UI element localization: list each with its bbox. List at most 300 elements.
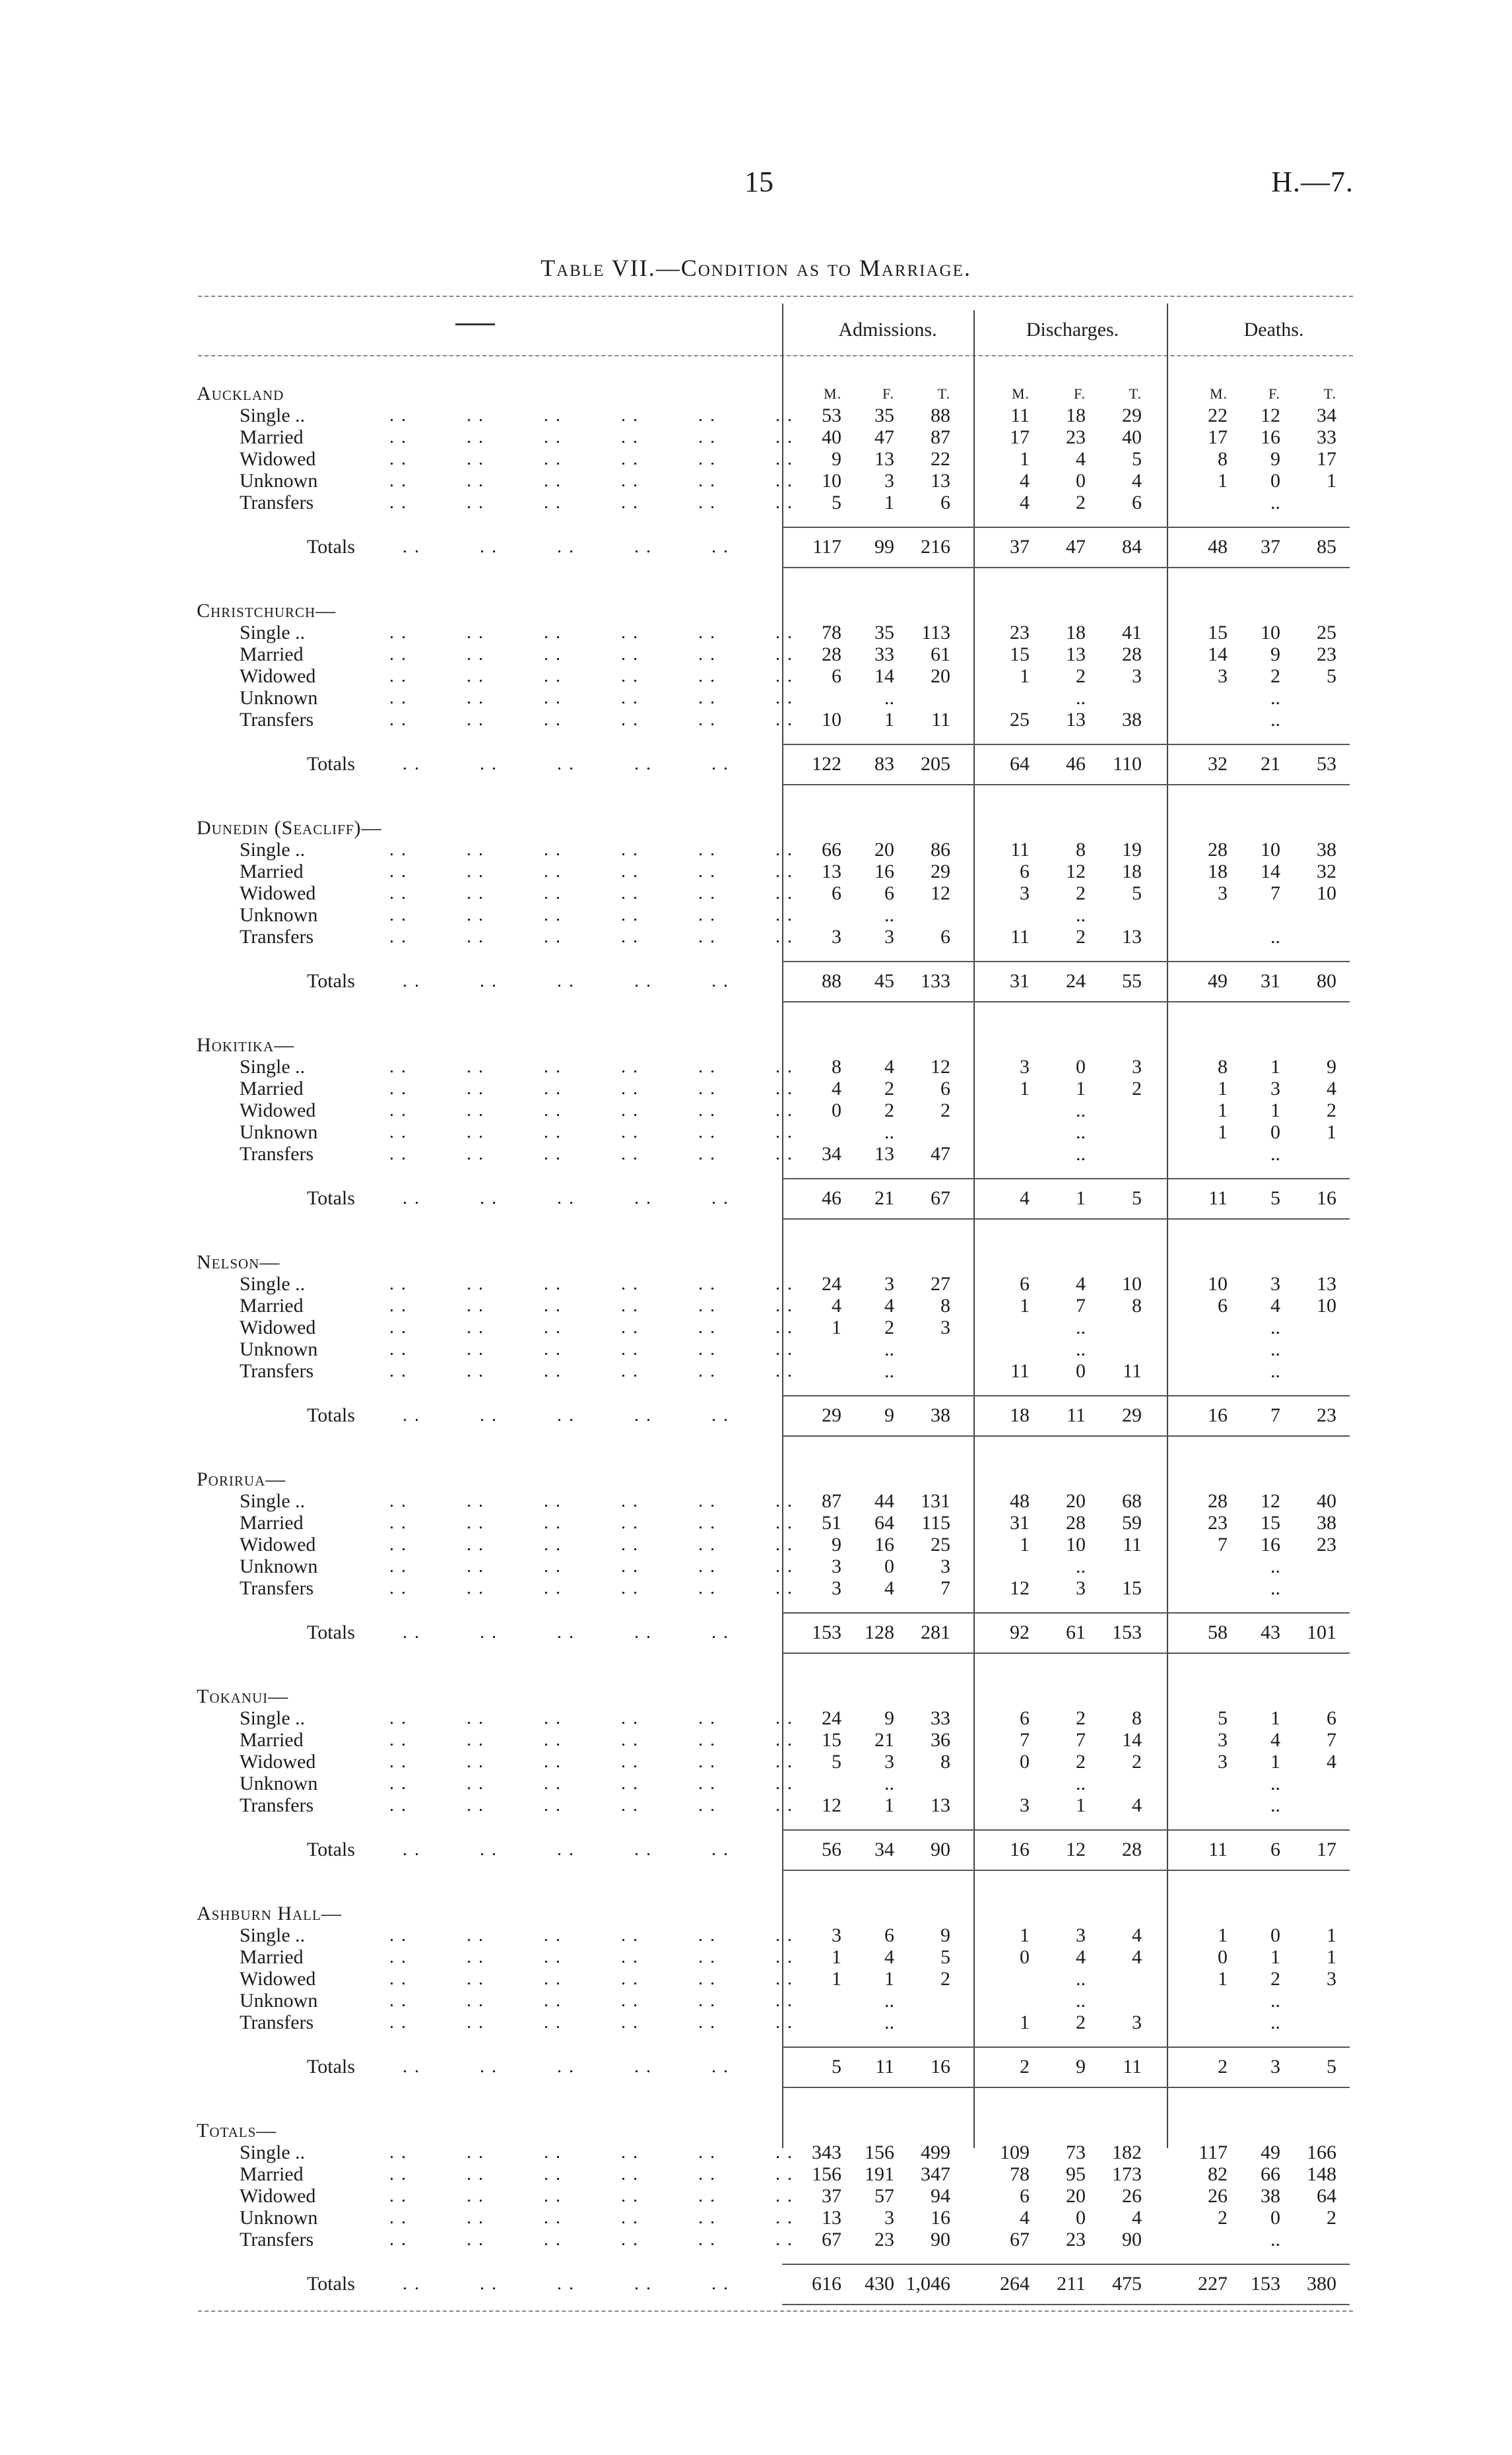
row-label: Unknown (240, 1555, 318, 1577)
value-cell: 1 (1218, 1924, 1228, 1946)
value-cell: 3 (1327, 1968, 1336, 1990)
value-cell: 68 (1122, 1490, 1142, 1512)
value-cell: 4 (1132, 470, 1142, 492)
value-cell: 1 (832, 1946, 841, 1968)
value-cell: 11 (1123, 1534, 1142, 1555)
value-cell: 216 (921, 536, 950, 558)
row-label: Transfers (240, 709, 314, 731)
value-cell: 47 (931, 1143, 950, 1165)
value-cell: 15 (1010, 643, 1030, 665)
value-cell: 2 (1132, 1751, 1142, 1773)
value-cell: 37 (822, 2185, 841, 2207)
leader-dots: . . . . . . . . . . . . (389, 1925, 793, 1946)
value-cell: 4 (1076, 1946, 1086, 1968)
value-cell: 33 (931, 1707, 950, 1729)
row-label: Widowed (240, 2185, 316, 2207)
row-label: Single .. (240, 1273, 306, 1295)
value-cell: 18 (1010, 1404, 1030, 1426)
row-label: Married (240, 1512, 304, 1534)
value-cell: 8 (1218, 1056, 1228, 1078)
value-cell: 14 (1208, 643, 1228, 665)
row-label: Married (240, 1946, 304, 1968)
value-cell: 0 (1270, 1924, 1280, 1946)
value-cell: 3 (1270, 1078, 1280, 1099)
table-row (0, 622, 1512, 643)
value-cell: 28 (1208, 1490, 1228, 1512)
value-cell: 29 (931, 861, 950, 882)
region-heading-row (0, 2120, 1512, 2142)
value-cell: 3 (884, 2207, 894, 2229)
value-cell: .. (1270, 1990, 1280, 2012)
value-cell: 11 (1123, 1360, 1142, 1382)
totals-label: Totals (307, 1839, 355, 1860)
value-cell: 32 (1208, 753, 1228, 775)
value-cell: 18 (1066, 622, 1086, 643)
value-cell: .. (1270, 2012, 1280, 2033)
value-cell: 37 (1261, 536, 1280, 558)
value-cell: 0 (1076, 2207, 1086, 2229)
value-cell: 83 (874, 753, 894, 775)
leader-dots: . . . . . . . . . . . . (389, 2208, 793, 2228)
value-cell: 38 (931, 1404, 950, 1426)
value-cell: 58 (1208, 1621, 1228, 1643)
table-row (0, 492, 1512, 513)
leader-dots: . . . . . . . . . . . . (389, 861, 793, 882)
table-row (0, 904, 1512, 926)
leader-dots: . . . . . . . . . . . . (389, 1708, 793, 1728)
value-cell: 24 (1066, 970, 1086, 992)
row-label: Transfers (240, 2012, 314, 2033)
value-cell: .. (884, 1360, 894, 1382)
value-cell: 11 (1010, 839, 1030, 861)
totals-label: Totals (307, 2056, 355, 2078)
totals-rule (782, 1178, 1350, 1179)
leader-dots: . . . . . . . . . . . . (389, 1730, 793, 1750)
row-label: Transfers (240, 2229, 314, 2250)
table-row (0, 470, 1512, 492)
leader-dots: . . . . . . . . . . (403, 1839, 729, 1860)
totals-rule (782, 527, 1350, 528)
value-cell: 16 (931, 2056, 950, 2078)
value-cell: 1 (1020, 1295, 1030, 1317)
value-cell: 2 (1020, 2056, 1030, 2078)
table-row (0, 405, 1512, 426)
value-cell: 11 (1010, 1360, 1030, 1382)
table-row (0, 1490, 1512, 1512)
leader-dots: . . . . . . . . . . . . (389, 1990, 793, 2011)
region-name: Auckland (197, 383, 284, 405)
section-end-rule (782, 1653, 1350, 1654)
value-cell: 10 (822, 709, 841, 731)
value-cell: 4 (1132, 1924, 1142, 1946)
value-cell: 20 (1066, 2185, 1086, 2207)
table-row (0, 2207, 1512, 2229)
value-cell: .. (1076, 904, 1086, 926)
value-cell: 1 (1270, 1056, 1280, 1078)
value-cell: 1 (1020, 2012, 1030, 2033)
table-row (0, 1707, 1512, 1729)
value-cell: 0 (1270, 470, 1280, 492)
value-cell: 347 (921, 2163, 950, 2185)
row-label: Single .. (240, 622, 306, 643)
value-cell: 10 (1261, 839, 1280, 861)
column-subheader: M. (1209, 385, 1228, 402)
value-cell: 25 (1010, 709, 1030, 731)
table-row (0, 1773, 1512, 1794)
value-cell: 51 (822, 1512, 841, 1534)
value-cell: 11 (1067, 1404, 1086, 1426)
column-subheader: T. (937, 385, 950, 402)
table-row (0, 1338, 1512, 1360)
value-cell: 6 (1270, 1839, 1280, 1860)
row-label: Married (240, 1729, 304, 1751)
region-name: Christchurch— (197, 600, 337, 622)
table-row (0, 1577, 1512, 1599)
leader-dots: . . . . . . . . . . . . (389, 2229, 793, 2250)
value-cell: 4 (884, 1577, 894, 1599)
value-cell: 16 (874, 1534, 894, 1555)
leader-dots: . . . . . . . . . . . . (389, 1795, 793, 1816)
leader-dots: . . . . . . . . . . . . (389, 1578, 793, 1598)
section-end-rule (782, 1435, 1350, 1437)
value-cell: 9 (940, 1924, 950, 1946)
value-cell: 205 (921, 753, 950, 775)
leader-dots: . . . . . . . . . . (403, 537, 729, 557)
value-cell: 38 (1122, 709, 1142, 731)
section-end-rule (782, 567, 1350, 568)
value-cell: 43 (1261, 1621, 1280, 1643)
value-cell: 5 (1270, 1187, 1280, 1209)
value-cell: 4 (1020, 2207, 1030, 2229)
value-cell: 0 (832, 1099, 841, 1121)
region-name: Totals— (197, 2120, 277, 2142)
table-row (0, 1946, 1512, 1968)
value-cell: 17 (1208, 426, 1228, 448)
value-cell: 5 (1327, 665, 1336, 687)
row-label: Single .. (240, 1924, 306, 1946)
table-row (0, 1360, 1512, 1382)
value-cell: .. (1076, 1317, 1086, 1338)
value-cell: 1 (1218, 1968, 1228, 1990)
value-cell: 59 (1122, 1512, 1142, 1534)
value-cell: 14 (874, 665, 894, 687)
table-row (0, 1121, 1512, 1143)
value-cell: 3 (832, 926, 841, 948)
leader-dots: . . . . . . . . . . . . (389, 1773, 793, 1794)
value-cell: 0 (1076, 470, 1086, 492)
value-cell: 173 (1112, 2163, 1142, 2185)
value-cell: 33 (1317, 426, 1336, 448)
value-cell: 34 (822, 1143, 841, 1165)
value-cell: 5 (832, 2056, 841, 2078)
row-label: Unknown (240, 1773, 318, 1794)
leader-dots: . . . . . . . . . . . . (389, 1317, 793, 1338)
value-cell: 5 (1132, 448, 1142, 470)
value-cell: 10 (1208, 1273, 1228, 1295)
value-cell: 7 (1270, 1404, 1280, 1426)
value-cell: 11 (1123, 2056, 1142, 2078)
value-cell: 2 (1218, 2056, 1228, 2078)
value-cell: 182 (1112, 2142, 1142, 2163)
value-cell: .. (1270, 2229, 1280, 2250)
totals-row (0, 2056, 1512, 2078)
row-label: Unknown (240, 470, 318, 492)
row-label: Unknown (240, 1338, 318, 1360)
value-cell: 3 (884, 1273, 894, 1295)
value-cell: 3 (1020, 1794, 1030, 1816)
value-cell: 1 (1020, 1924, 1030, 1946)
value-cell: 131 (921, 1490, 950, 1512)
value-cell: 4 (832, 1078, 841, 1099)
region-heading-row (0, 1903, 1512, 1924)
value-cell: 15 (1261, 1512, 1280, 1534)
value-cell: 6 (1218, 1295, 1228, 1317)
value-cell: 3 (832, 1924, 841, 1946)
value-cell: 4 (1327, 1751, 1336, 1773)
value-cell: 2 (940, 1099, 950, 1121)
value-cell: 34 (874, 1839, 894, 1860)
value-cell: .. (1076, 1773, 1086, 1794)
totals-label: Totals (307, 2273, 355, 2295)
value-cell: 3 (832, 1555, 841, 1577)
value-cell: 6 (1132, 492, 1142, 513)
region-name: Ashburn Hall— (197, 1903, 342, 1924)
value-cell: 19 (1122, 839, 1142, 861)
leader-dots: . . . . . . . . . . . . (389, 1947, 793, 1967)
value-cell: 25 (1317, 622, 1336, 643)
leader-dots: . . . . . . . . . . . . (389, 1122, 793, 1142)
value-cell: 35 (874, 405, 894, 426)
row-label: Married (240, 861, 304, 882)
value-cell: 7 (1327, 1729, 1336, 1751)
totals-rule (782, 2046, 1350, 2048)
value-cell: 34 (1317, 405, 1336, 426)
value-cell: 18 (1066, 405, 1086, 426)
value-cell: 8 (1132, 1707, 1142, 1729)
value-cell: 8 (940, 1751, 950, 1773)
table-row (0, 1056, 1512, 1078)
value-cell: 46 (1066, 753, 1086, 775)
value-cell: 47 (1066, 536, 1086, 558)
value-cell: 3 (1076, 1924, 1086, 1946)
value-cell: 5 (1327, 2056, 1336, 2078)
value-cell: 11 (1010, 926, 1030, 948)
leader-dots: . . . . . . . . . . . . (389, 1295, 793, 1316)
value-cell: 73 (1066, 2142, 1086, 2163)
region-name: Porirua— (197, 1468, 286, 1490)
value-cell: 26 (1122, 2185, 1142, 2207)
value-cell: 281 (921, 1621, 950, 1643)
value-cell: 56 (822, 1839, 841, 1860)
value-cell: 7 (1076, 1729, 1086, 1751)
value-cell: 6 (832, 665, 841, 687)
value-cell: 49 (1261, 2142, 1280, 2163)
value-cell: 2 (1076, 1751, 1086, 1773)
region-heading-row (0, 817, 1512, 839)
value-cell: 23 (1066, 426, 1086, 448)
value-cell: 3 (1076, 1577, 1086, 1599)
region-name: Dunedin (Seacliff)— (197, 817, 382, 839)
value-cell: 46 (822, 1187, 841, 1209)
value-cell: 4 (1327, 1078, 1336, 1099)
value-cell: 499 (921, 2142, 950, 2163)
table-row (0, 709, 1512, 731)
value-cell: 48 (1208, 536, 1228, 558)
value-cell: .. (1076, 1338, 1086, 1360)
value-cell: 3 (1020, 882, 1030, 904)
value-cell: 10 (1066, 1534, 1086, 1555)
value-cell: 133 (921, 970, 950, 992)
leader-dots: . . . . . . . . . . . . (389, 405, 793, 426)
value-cell: 1 (884, 492, 894, 513)
value-cell: .. (1270, 1555, 1280, 1577)
table-row (0, 2229, 1512, 2250)
value-cell: .. (1270, 709, 1280, 731)
value-cell: 1 (1270, 1707, 1280, 1729)
table-row (0, 1512, 1512, 1534)
row-label: Single .. (240, 1707, 306, 1729)
value-cell: 264 (1000, 2273, 1030, 2295)
value-cell: 29 (822, 1404, 841, 1426)
totals-label: Totals (307, 753, 355, 775)
section-end-rule (782, 2304, 1350, 2305)
value-cell: 36 (931, 1729, 950, 1751)
value-cell: 0 (1270, 1121, 1280, 1143)
value-cell: 9 (832, 448, 841, 470)
value-cell: 3 (940, 1317, 950, 1338)
value-cell: 38 (1317, 839, 1336, 861)
totals-row (0, 1621, 1512, 1643)
value-cell: 26 (1208, 2185, 1228, 2207)
column-subheader: F. (882, 385, 894, 402)
totals-rule (782, 744, 1350, 745)
value-cell: 10 (1122, 1273, 1142, 1295)
value-cell: 1 (1218, 1121, 1228, 1143)
totals-label: Totals (307, 536, 355, 558)
totals-label: Totals (307, 1404, 355, 1426)
value-cell: 13 (931, 470, 950, 492)
value-cell: 17 (1317, 448, 1336, 470)
value-cell: 3 (832, 1577, 841, 1599)
value-cell: 22 (931, 448, 950, 470)
leader-dots: . . . . . . . . . . (403, 2274, 729, 2294)
row-label: Married (240, 426, 304, 448)
value-cell: 5 (832, 1751, 841, 1773)
leader-dots: . . . . . . . . . . . . (389, 1534, 793, 1555)
value-cell: 166 (1307, 2142, 1336, 2163)
leader-dots: . . . . . . . . . . . . (389, 1339, 793, 1359)
value-cell: 21 (874, 1187, 894, 1209)
value-cell: 25 (931, 1534, 950, 1555)
table-bottom-rule (198, 2310, 1353, 2312)
value-cell: 6 (832, 882, 841, 904)
value-cell: 7 (1020, 1729, 1030, 1751)
column-subheader: F. (1074, 385, 1086, 402)
totals-row (0, 1839, 1512, 1860)
totals-rule (782, 2264, 1350, 2265)
value-cell: 99 (874, 536, 894, 558)
value-cell: 3 (1132, 665, 1142, 687)
leader-dots: . . . . . . . . . . . . (389, 449, 793, 469)
region-heading-row (0, 1468, 1512, 1490)
value-cell: 10 (1317, 1295, 1336, 1317)
row-label: Widowed (240, 882, 316, 904)
value-cell: .. (1270, 1577, 1280, 1599)
leader-dots: . . . . . . . . . . . . (389, 1969, 793, 1989)
table-row (0, 1794, 1512, 1816)
value-cell: .. (1270, 1794, 1280, 1816)
value-cell: 117 (1199, 2142, 1228, 2163)
value-cell: 3 (1218, 1729, 1228, 1751)
value-cell: 40 (1317, 1490, 1336, 1512)
value-cell: 11 (875, 2056, 894, 2078)
value-cell: 12 (1066, 1839, 1086, 1860)
value-cell: 1 (1020, 1078, 1030, 1099)
value-cell: 148 (1307, 2163, 1336, 2185)
value-cell: 55 (1122, 970, 1142, 992)
value-cell: 2 (1327, 2207, 1336, 2229)
value-cell: 3 (940, 1555, 950, 1577)
value-cell: 40 (822, 426, 841, 448)
value-cell: 153 (1112, 1621, 1142, 1643)
value-cell: 23 (874, 2229, 894, 2250)
table-row (0, 1078, 1512, 1099)
value-cell: 95 (1066, 2163, 1086, 2185)
value-cell: 53 (822, 405, 841, 426)
value-cell: 5 (1132, 882, 1142, 904)
table-row (0, 643, 1512, 665)
value-cell: 9 (884, 1404, 894, 1426)
value-cell: 343 (812, 2142, 841, 2163)
value-cell: 24 (822, 1273, 841, 1295)
value-cell: 66 (1261, 2163, 1280, 2185)
value-cell: 20 (874, 839, 894, 861)
region-heading-row (0, 1251, 1512, 1273)
value-cell: 23 (1010, 622, 1030, 643)
value-cell: 9 (884, 1707, 894, 1729)
value-cell: 13 (822, 2207, 841, 2229)
leader-dots: . . . . . . . . . . . . (389, 839, 793, 860)
table-row (0, 1729, 1512, 1751)
value-cell: 28 (822, 643, 841, 665)
value-cell: 16 (931, 2207, 950, 2229)
value-cell: 16 (1261, 1534, 1280, 1555)
value-cell: 12 (931, 882, 950, 904)
value-cell: 191 (865, 2163, 894, 2185)
value-cell: 3 (1218, 1751, 1228, 1773)
value-cell: 7 (1076, 1295, 1086, 1317)
leader-dots: . . . . . . . . . . (403, 1405, 729, 1425)
value-cell: 80 (1317, 970, 1336, 992)
row-label: Unknown (240, 904, 318, 926)
value-cell: .. (1076, 1990, 1086, 2012)
totals-row (0, 536, 1512, 558)
value-cell: 4 (1270, 1295, 1280, 1317)
value-cell: 23 (1317, 1404, 1336, 1426)
value-cell: 85 (1317, 536, 1336, 558)
value-cell: 27 (931, 1273, 950, 1295)
value-cell: 16 (874, 861, 894, 882)
value-cell: 3 (1218, 665, 1228, 687)
leader-dots: . . . . . . . . . . . . (389, 492, 793, 513)
row-label: Unknown (240, 1990, 318, 2012)
region-name: Hokitika— (197, 1034, 295, 1056)
value-cell: 1 (1270, 1946, 1280, 1968)
value-cell: 3 (1270, 2056, 1280, 2078)
row-label: Single .. (240, 1056, 306, 1078)
value-cell: 67 (822, 2229, 841, 2250)
value-cell: 2 (1076, 926, 1086, 948)
